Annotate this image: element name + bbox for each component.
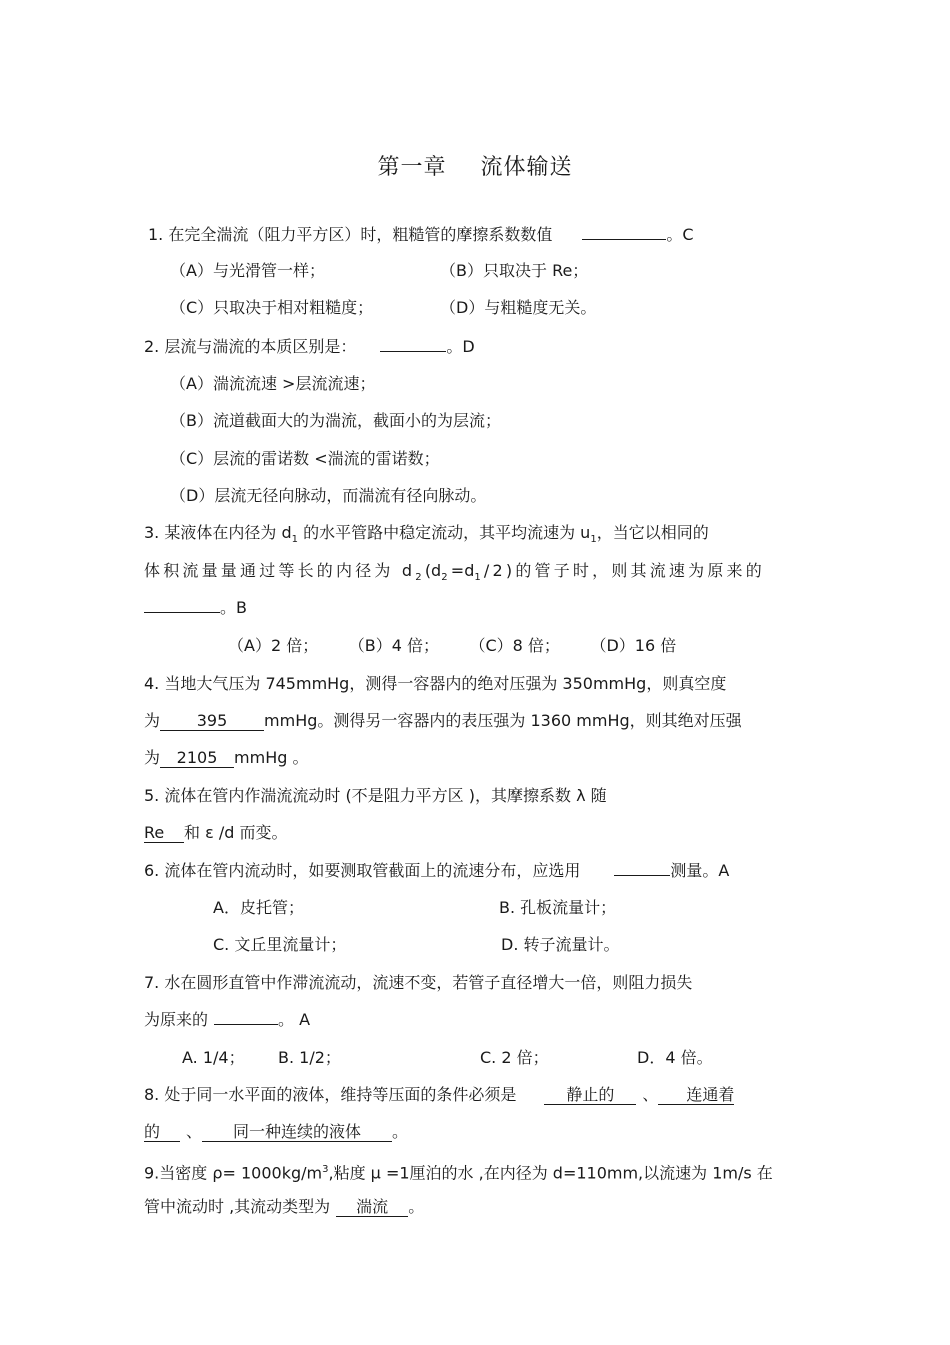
question-7-line-1: 7. 水在圆形直管中作滞流流动，流速不变，若管子直径增大一倍，则阻力损失 [144,973,693,992]
question-1-option-d: （D）与粗糙度无关。 [440,298,597,317]
question-4-line-2: 为 395 mmHg。测得另一容器内的表压强为 1360 mmHg，则其绝对压强 [144,711,742,730]
answer-turbulent: 湍流 [336,1197,408,1217]
question-6-option-b: B. 孔板流量计； [499,898,617,917]
answer-connected: 连通着 [658,1085,734,1105]
chapter-title [0,150,950,181]
question-4-line-3: 为 2105 mmHg 。 [144,748,309,767]
question-7-option-b: B. 1/2； [278,1048,341,1067]
question-2-stem: 2. 层流与湍流的本质区别是： 。D [144,337,475,356]
question-7-option-d: D．4 倍。 [637,1048,713,1067]
question-7-option-a: A. 1/4； [182,1048,245,1067]
answer-absolute-pressure: 2105 [160,748,234,768]
question-6-stem: 6. 流体在管内流动时，如要测取管截面上的流速分布，应选用 测量。A [144,861,730,880]
question-2-option-c: （C）层流的雷诺数 <湍流的雷诺数； [170,449,440,468]
answer-re: Re [144,823,184,843]
chapter-name: 流体输送 [480,155,573,180]
question-5-line-2: Re 和 ε /d 而变。 [144,823,288,842]
answer-still: 静止的 [544,1085,636,1105]
question-6-option-a: A．皮托管； [213,898,304,917]
question-1-option-c: （C）只取决于相对粗糙度； [170,298,374,317]
chapter-number: 第一章 [377,155,447,180]
question-3-line-3: 。B [144,598,247,618]
question-2-option-d: （D）层流无径向脉动，而湍流有径向脉动。 [170,486,487,505]
question-4-line-1: 4. 当地大气压为 745mmHg，测得一容器内的绝对压强为 350mmHg，则真空度 [144,674,727,693]
question-9-line-1: 9.当密度 $\rho= 1000kg/m^3$,粘度 μ =1厘泊的水 ,在内径为 d=110mm,以流速为 1m/s 在 [144,1163,773,1183]
answer-blank [582,225,666,240]
question-3-line-1: 3. 某液体在内径为 $d_1$ 的水平管路中稳定流动，其平均流速为 $u_1$，当它以相同的 [144,523,709,546]
question-1-option-b: （B）只取决于 Re； [440,261,589,280]
question-7-line-2: 为原来的 。 A [144,1010,311,1029]
question-6-option-d: D. 转子流量计。 [501,935,620,954]
question-9-line-2: 管中流动时 ,其流动类型为 湍流 。 [144,1197,425,1216]
question-3-line-2: 体积流量量通过等长的内径为 $d_2(d_2=d_1/2)$的管子时，则其流速为原来的 [144,561,765,584]
question-2-option-b: （B）流道截面大的为湍流，截面小的为层流； [170,411,501,430]
question-2-option-a: （A）湍流流速 >层流流速； [170,374,376,393]
question-6-option-c: C. 文丘里流量计； [213,935,347,954]
answer-blank [144,598,220,613]
question-1-option-a: （A）与光滑管一样； [170,261,325,280]
answer-blank [214,1010,278,1025]
question-8-line-2: 的 、 同一种连续的液体 。 [144,1122,409,1141]
question-3-options: （A）2 倍； （B）4 倍； （C）8 倍； （D）16 倍 [228,636,677,655]
answer-blank [380,337,446,352]
question-7-option-c: C. 2 倍； [480,1048,549,1067]
answer-vacuum: 395 [160,711,264,731]
question-8-line-1: 8. 处于同一水平面的液体，维持等压面的条件必须是 静止的 、 连通着 [144,1085,735,1104]
question-1-stem: 1. 在完全湍流（阻力平方区）时，粗糙管的摩擦系数数值 。C [148,225,694,244]
answer-connected-end: 的 [144,1122,180,1142]
answer-same-continuous-liquid: 同一种连续的液体 [202,1122,392,1142]
answer-blank [614,861,670,876]
question-5-line-1: 5. 流体在管内作湍流流动时 (不是阻力平方区 )，其摩擦系数 λ 随 [144,786,607,805]
